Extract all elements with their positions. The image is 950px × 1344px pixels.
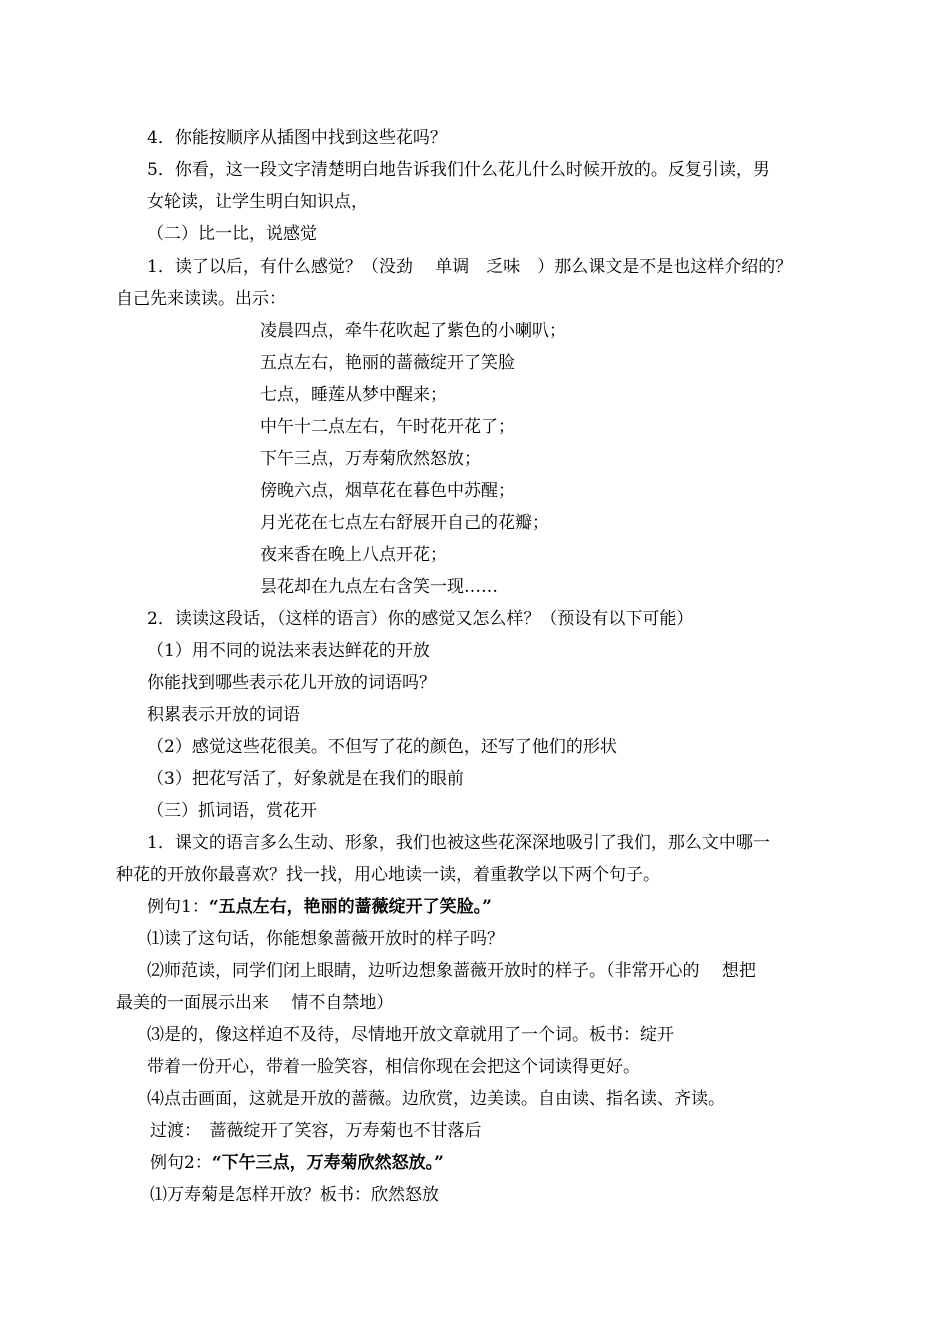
poem-line: 月光花在七点左右舒展开自己的花瓣； xyxy=(260,513,549,533)
text-line: 2．读读这段话，（这样的语言）你的感觉又怎么样？（预设有以下可能） xyxy=(147,609,694,629)
poem-line: 中午十二点左右，午时花开花了； xyxy=(260,417,515,437)
example-label: 例句1： xyxy=(147,897,209,917)
text-line: ⑶是的，像这样迫不及待，尽情地开放文章就用了一个词。板书：绽开 xyxy=(147,1025,674,1045)
example-quote: “下午三点，万寿菊欣然怒放。” xyxy=(211,1153,444,1173)
example-sentence-1 xyxy=(147,896,492,918)
text-line: 积累表示开放的词语 xyxy=(147,705,300,725)
text-line: （3）把花写活了，好象就是在我们的眼前 xyxy=(147,769,464,789)
text-line: 1．读了以后，有什么感觉？（没劲 单调 乏味 ）那么课文是不是也这样介绍的？ xyxy=(147,257,793,277)
example-sentence-2 xyxy=(150,1152,444,1174)
text-line: 4．你能按顺序从插图中找到这些花吗？ xyxy=(147,128,447,148)
text-line: 1．课文的语言多么生动、形象，我们也被这些花深深地吸引了我们，那么文中哪一 xyxy=(147,833,770,853)
poem-line: 傍晚六点，烟草花在暮色中苏醒； xyxy=(260,481,515,501)
text-line: 你能找到哪些表示花儿开放的词语吗？ xyxy=(147,673,436,693)
text-line: 自己先来读读。出示： xyxy=(116,289,286,309)
example-label: 例句2： xyxy=(150,1153,212,1173)
example-quote: “五点左右，艳丽的蔷薇绽开了笑脸。” xyxy=(208,897,492,917)
text-line: ⑷点击画面，这就是开放的蔷薇。边欣赏，边美读。自由读、指名读、齐读。 xyxy=(147,1089,725,1109)
poem-line: 昙花却在九点左右含笑一现…… xyxy=(260,577,498,597)
section-heading: （三）抓词语，赏花开 xyxy=(147,801,317,821)
poem-line: 凌晨四点，牵牛花吹起了紫色的小喇叭； xyxy=(260,321,566,341)
poem-line: 下午三点，万寿菊欣然怒放； xyxy=(260,449,481,469)
text-line: （1）用不同的说法来表达鲜花的开放 xyxy=(147,641,430,661)
text-line: 女轮读，让学生明白知识点， xyxy=(147,192,368,212)
text-line: 带着一份开心，带着一脸笑容，相信你现在会把这个词读得更好。 xyxy=(147,1057,640,1077)
text-line: 最美的一面展示出来 情不自禁地） xyxy=(116,993,394,1013)
poem-line: 五点左右，艳丽的蔷薇绽开了笑脸 xyxy=(260,353,515,373)
text-line: （2）感觉这些花很美。不但写了花的颜色，还写了他们的形状 xyxy=(147,737,617,757)
section-heading: （二）比一比，说感觉 xyxy=(147,224,317,244)
poem-line: 夜来香在晚上八点开花； xyxy=(260,545,447,565)
text-line: ⑵师范读，同学们闭上眼睛，边听边想象蔷薇开放时的样子。（非常开心的 想把 xyxy=(147,961,756,981)
text-line: ⑴万寿菊是怎样开放？板书：欣然怒放 xyxy=(150,1185,439,1205)
text-line: 5．你看，这一段文字清楚明白地告诉我们什么花儿什么时候开放的。反复引读，男 xyxy=(147,160,770,180)
text-line: 种花的开放你最喜欢？找一找，用心地读一读，着重教学以下两个句子。 xyxy=(116,865,660,885)
text-line: 过渡： 蔷薇绽开了笑容，万寿菊也不甘落后 xyxy=(150,1121,482,1141)
text-line: ⑴读了这句话，你能想象蔷薇开放时的样子吗？ xyxy=(147,929,504,949)
poem-line: 七点，睡莲从梦中醒来； xyxy=(260,385,447,405)
